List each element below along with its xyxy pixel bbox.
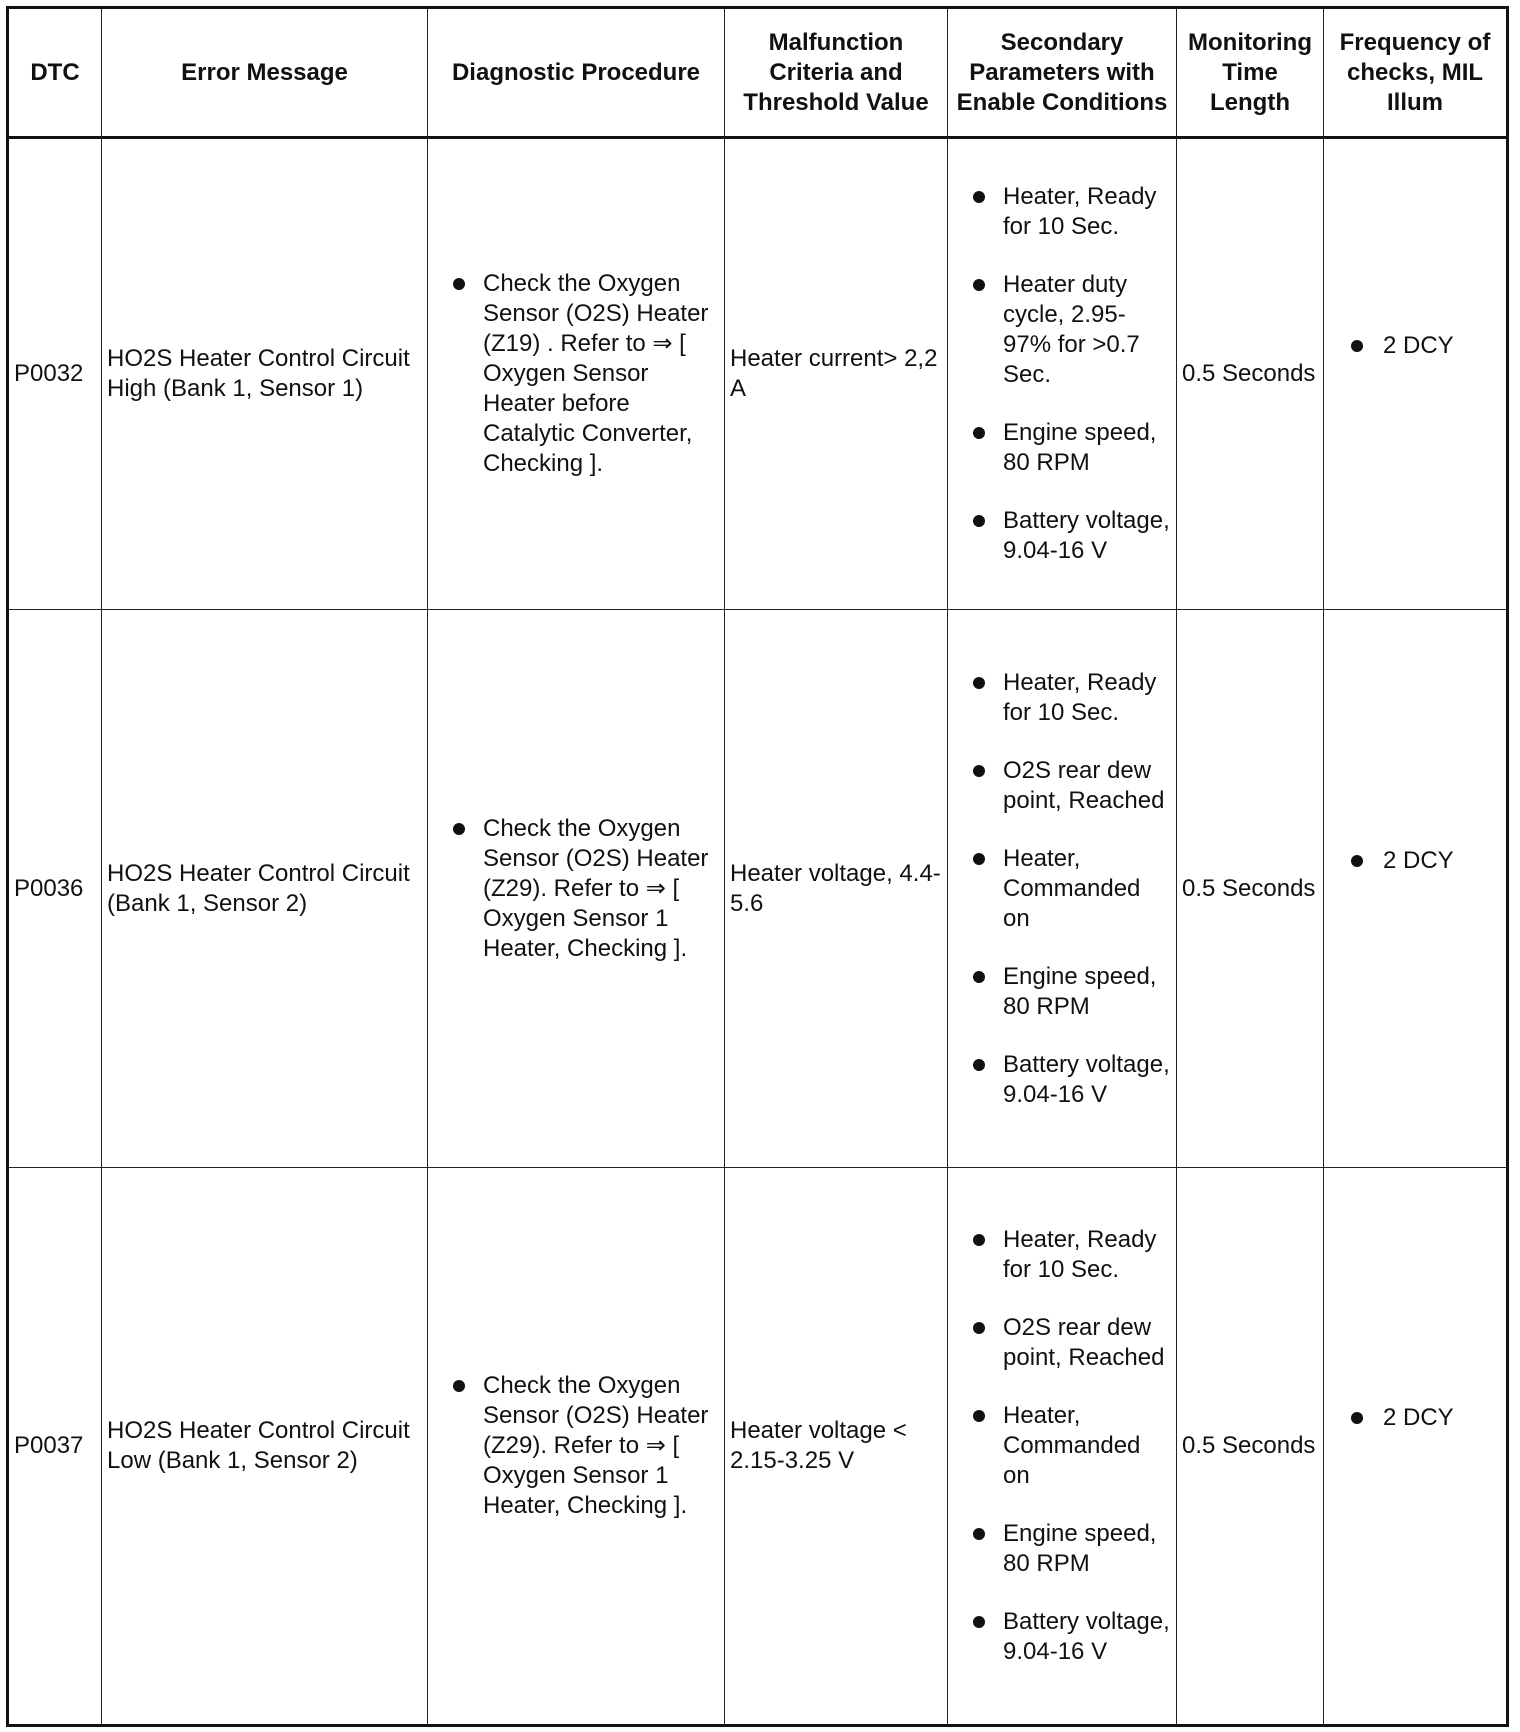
secondary-item: Heater, Commanded on bbox=[953, 844, 1171, 934]
diagnostic-procedure bbox=[428, 610, 725, 1168]
secondary-item: Battery voltage, 9.04-16 V bbox=[953, 1607, 1171, 1667]
header-dtc: DTC bbox=[8, 8, 102, 138]
dtc-code: P0036 bbox=[8, 610, 102, 1168]
diagnostic-step: Check the Oxygen Sensor (O2S) Heater (Z29). Refer to ⇒ [ Oxygen Sensor 1 Heater, Checking ]. bbox=[433, 814, 719, 964]
error-message: HO2S Heater Control Circuit (Bank 1, Sensor 2) bbox=[102, 610, 428, 1168]
secondary-list bbox=[953, 668, 1171, 1110]
secondary-item: Heater, Ready for 10 Sec. bbox=[953, 668, 1171, 728]
malfunction-criteria: Heater voltage, 4.4-5.6 bbox=[725, 610, 948, 1168]
secondary-item: O2S rear dew point, Reached bbox=[953, 1313, 1171, 1373]
secondary-item: Engine speed, 80 RPM bbox=[953, 418, 1171, 478]
secondary-parameters bbox=[948, 138, 1177, 610]
monitoring-time: 0.5 Seconds bbox=[1177, 610, 1324, 1168]
table-row bbox=[8, 610, 1508, 1168]
secondary-item: Heater, Ready for 10 Sec. bbox=[953, 182, 1171, 242]
dtc-code: P0032 bbox=[8, 138, 102, 610]
diagnostic-list bbox=[433, 1371, 719, 1521]
secondary-item: Heater, Commanded on bbox=[953, 1401, 1171, 1491]
error-message: HO2S Heater Control Circuit Low (Bank 1, Sensor 2) bbox=[102, 1168, 428, 1726]
frequency-item: 2 DCY bbox=[1329, 331, 1501, 361]
secondary-item: Heater, Ready for 10 Sec. bbox=[953, 1225, 1171, 1285]
secondary-parameters bbox=[948, 1168, 1177, 1726]
diagnostic-list bbox=[433, 269, 719, 479]
header-row bbox=[8, 8, 1508, 138]
malfunction-criteria: Heater voltage < 2.15-3.25 V bbox=[725, 1168, 948, 1726]
header-error-message: Error Message bbox=[102, 8, 428, 138]
header-monitoring-time: Monitoring Time Length bbox=[1177, 8, 1324, 138]
diagnostic-list bbox=[433, 814, 719, 964]
diagnostic-procedure bbox=[428, 138, 725, 610]
header-diagnostic-procedure: Diagnostic Procedure bbox=[428, 8, 725, 138]
secondary-item: Battery voltage, 9.04-16 V bbox=[953, 1050, 1171, 1110]
secondary-item: O2S rear dew point, Reached bbox=[953, 756, 1171, 816]
diagnostic-procedure bbox=[428, 1168, 725, 1726]
secondary-parameters bbox=[948, 610, 1177, 1168]
secondary-item: Heater duty cycle, 2.95-97% for >0.7 Sec. bbox=[953, 270, 1171, 390]
frequency-list bbox=[1329, 331, 1501, 361]
monitoring-time: 0.5 Seconds bbox=[1177, 1168, 1324, 1726]
frequency-cell bbox=[1324, 138, 1508, 610]
header-secondary-parameters: Secondary Parameters with Enable Conditions bbox=[948, 8, 1177, 138]
frequency-list bbox=[1329, 846, 1501, 876]
secondary-list bbox=[953, 1225, 1171, 1667]
header-frequency: Frequency of checks, MIL Illum bbox=[1324, 8, 1508, 138]
dtc-table bbox=[6, 6, 1509, 1727]
header-malfunction-criteria: Malfunction Criteria and Threshold Value bbox=[725, 8, 948, 138]
frequency-cell bbox=[1324, 610, 1508, 1168]
table-row bbox=[8, 1168, 1508, 1726]
diagnostic-step: Check the Oxygen Sensor (O2S) Heater (Z19) . Refer to ⇒ [ Oxygen Sensor Heater before Catalytic Converter, Checking ]. bbox=[433, 269, 719, 479]
malfunction-criteria: Heater current> 2,2 A bbox=[725, 138, 948, 610]
secondary-item: Engine speed, 80 RPM bbox=[953, 1519, 1171, 1579]
frequency-item: 2 DCY bbox=[1329, 1403, 1501, 1433]
diagnostic-step: Check the Oxygen Sensor (O2S) Heater (Z29). Refer to ⇒ [ Oxygen Sensor 1 Heater, Checking ]. bbox=[433, 1371, 719, 1521]
frequency-list bbox=[1329, 1403, 1501, 1433]
monitoring-time: 0.5 Seconds bbox=[1177, 138, 1324, 610]
dtc-code: P0037 bbox=[8, 1168, 102, 1726]
frequency-cell bbox=[1324, 1168, 1508, 1726]
frequency-item: 2 DCY bbox=[1329, 846, 1501, 876]
secondary-list bbox=[953, 182, 1171, 566]
secondary-item: Engine speed, 80 RPM bbox=[953, 962, 1171, 1022]
secondary-item: Battery voltage, 9.04-16 V bbox=[953, 506, 1171, 566]
error-message: HO2S Heater Control Circuit High (Bank 1, Sensor 1) bbox=[102, 138, 428, 610]
table-row bbox=[8, 138, 1508, 610]
